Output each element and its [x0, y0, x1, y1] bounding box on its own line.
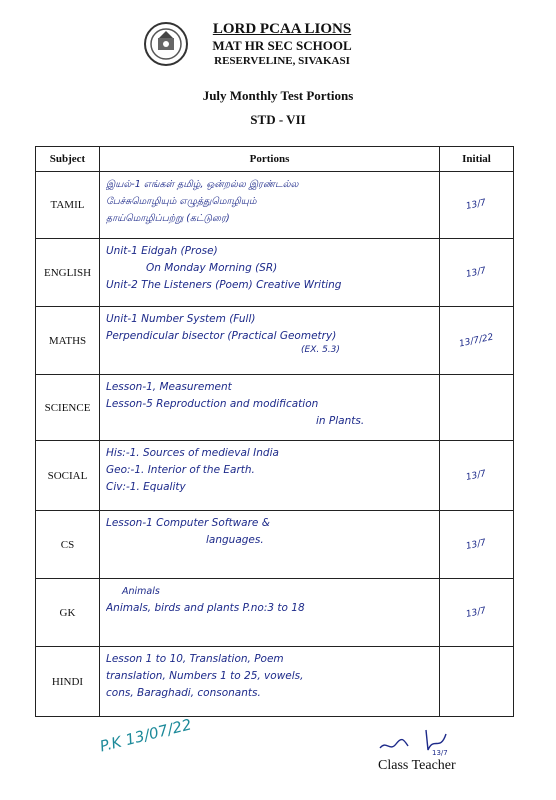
- portion-note: (EX. 5.3): [301, 345, 340, 355]
- portion-line: Lesson-1, Measurement: [106, 381, 232, 393]
- portions-cell: [100, 239, 440, 307]
- principal-signature: P.K 13/07/22: [98, 715, 194, 756]
- column-header-portions: Portions: [100, 147, 440, 172]
- portion-line: Unit-2 The Listeners (Poem) Creative Writing: [106, 279, 342, 291]
- school-crest-icon: [143, 20, 189, 68]
- initial-cell: [440, 511, 514, 579]
- initial-cell: [440, 647, 514, 717]
- table-row: [36, 511, 514, 579]
- portion-line: in Plants.: [316, 415, 365, 427]
- table-header-row: [36, 147, 514, 172]
- initial-cell: [440, 307, 514, 375]
- portion-line: Geo:-1. Interior of the Earth.: [106, 464, 255, 476]
- portions-cell: [100, 172, 440, 239]
- portion-line: Lesson-5 Reproduction and modification: [106, 398, 319, 410]
- column-header-subject: Subject: [36, 147, 100, 172]
- initial-signature: 13/7: [465, 468, 488, 483]
- portion-line: Animals, birds and plants P.no:3 to 18: [106, 602, 305, 614]
- subject-cell: SOCIAL: [36, 441, 100, 511]
- initial-cell: [440, 375, 514, 441]
- standard: STD - VII: [250, 112, 306, 127]
- school-name: LORD PCAA LIONS: [212, 21, 352, 37]
- school-line2: MAT HR SEC SCHOOL: [212, 38, 352, 53]
- portion-line: Animals: [122, 586, 160, 597]
- portions-cell: [100, 579, 440, 647]
- initial-cell: [440, 239, 514, 307]
- initial-signature: 13/7: [465, 605, 488, 620]
- initial-cell: [440, 579, 514, 647]
- initial-cell: [440, 441, 514, 511]
- portion-line: His:-1. Sources of medieval India: [106, 447, 279, 459]
- subject-cell: MATHS: [36, 307, 100, 375]
- portion-line: Civ:-1. Equality: [106, 481, 186, 493]
- subject-cell: GK: [36, 579, 100, 647]
- table-row: [36, 172, 514, 239]
- test-title: July Monthly Test Portions: [202, 88, 354, 103]
- table-row: [36, 441, 514, 511]
- subject-cell: SCIENCE: [36, 375, 100, 441]
- portions-cell: [100, 511, 440, 579]
- initial-signature: 13/7: [465, 537, 488, 552]
- table-row: [36, 579, 514, 647]
- portion-line: Lesson 1 to 10, Translation, Poem: [106, 653, 284, 665]
- portions-table: [35, 146, 514, 717]
- subject-cell: HINDI: [36, 647, 100, 717]
- school-address: RESERVELINE, SIVAKASI: [214, 55, 350, 67]
- document-header: [0, 0, 556, 140]
- portion-line: இயல்-1 எங்கள் தமிழ், ஒன்றல்ல இரண்டல்ல: [106, 179, 299, 190]
- initial-signature: 13/7/22: [458, 332, 495, 349]
- initial-signature: 13/7: [465, 198, 488, 212]
- portion-line: தாய்மொழிப்பற்று (கட்டுரை): [106, 213, 230, 224]
- class-teacher-label: Class Teacher: [378, 758, 456, 773]
- portions-cell: [100, 647, 440, 717]
- portions-cell: [100, 441, 440, 511]
- portion-line: cons, Baraghadi, consonants.: [106, 687, 261, 699]
- table-row: [36, 375, 514, 441]
- portion-line: பேச்சுமொழியும் எழுத்துமொழியும்: [106, 196, 257, 207]
- portions-cell: [100, 375, 440, 441]
- teacher-signature-date: 13/7: [432, 749, 448, 756]
- portion-line: Unit-1 Eidgah (Prose): [106, 245, 218, 257]
- portions-cell: [100, 307, 440, 375]
- subject-cell: TAMIL: [36, 172, 100, 239]
- portion-line: Lesson-1 Computer Software &: [106, 517, 270, 529]
- column-header-initial: Initial: [440, 147, 514, 172]
- school-name-block: [192, 20, 372, 68]
- initial-signature: 13/7: [465, 265, 488, 280]
- subject-cell: ENGLISH: [36, 239, 100, 307]
- portion-line: On Monday Morning (SR): [146, 262, 278, 274]
- subject-cell: CS: [36, 511, 100, 579]
- portion-line: languages.: [206, 534, 264, 546]
- portion-line: Unit-1 Number System (Full): [106, 313, 256, 325]
- table-row: [36, 307, 514, 375]
- initial-cell: [440, 172, 514, 239]
- portion-line: Perpendicular bisector (Practical Geometry): [106, 330, 337, 342]
- table-row: [36, 239, 514, 307]
- table-row: [36, 647, 514, 717]
- portion-line: translation, Numbers 1 to 25, vowels,: [106, 670, 304, 682]
- teacher-signature-icon: [378, 722, 458, 756]
